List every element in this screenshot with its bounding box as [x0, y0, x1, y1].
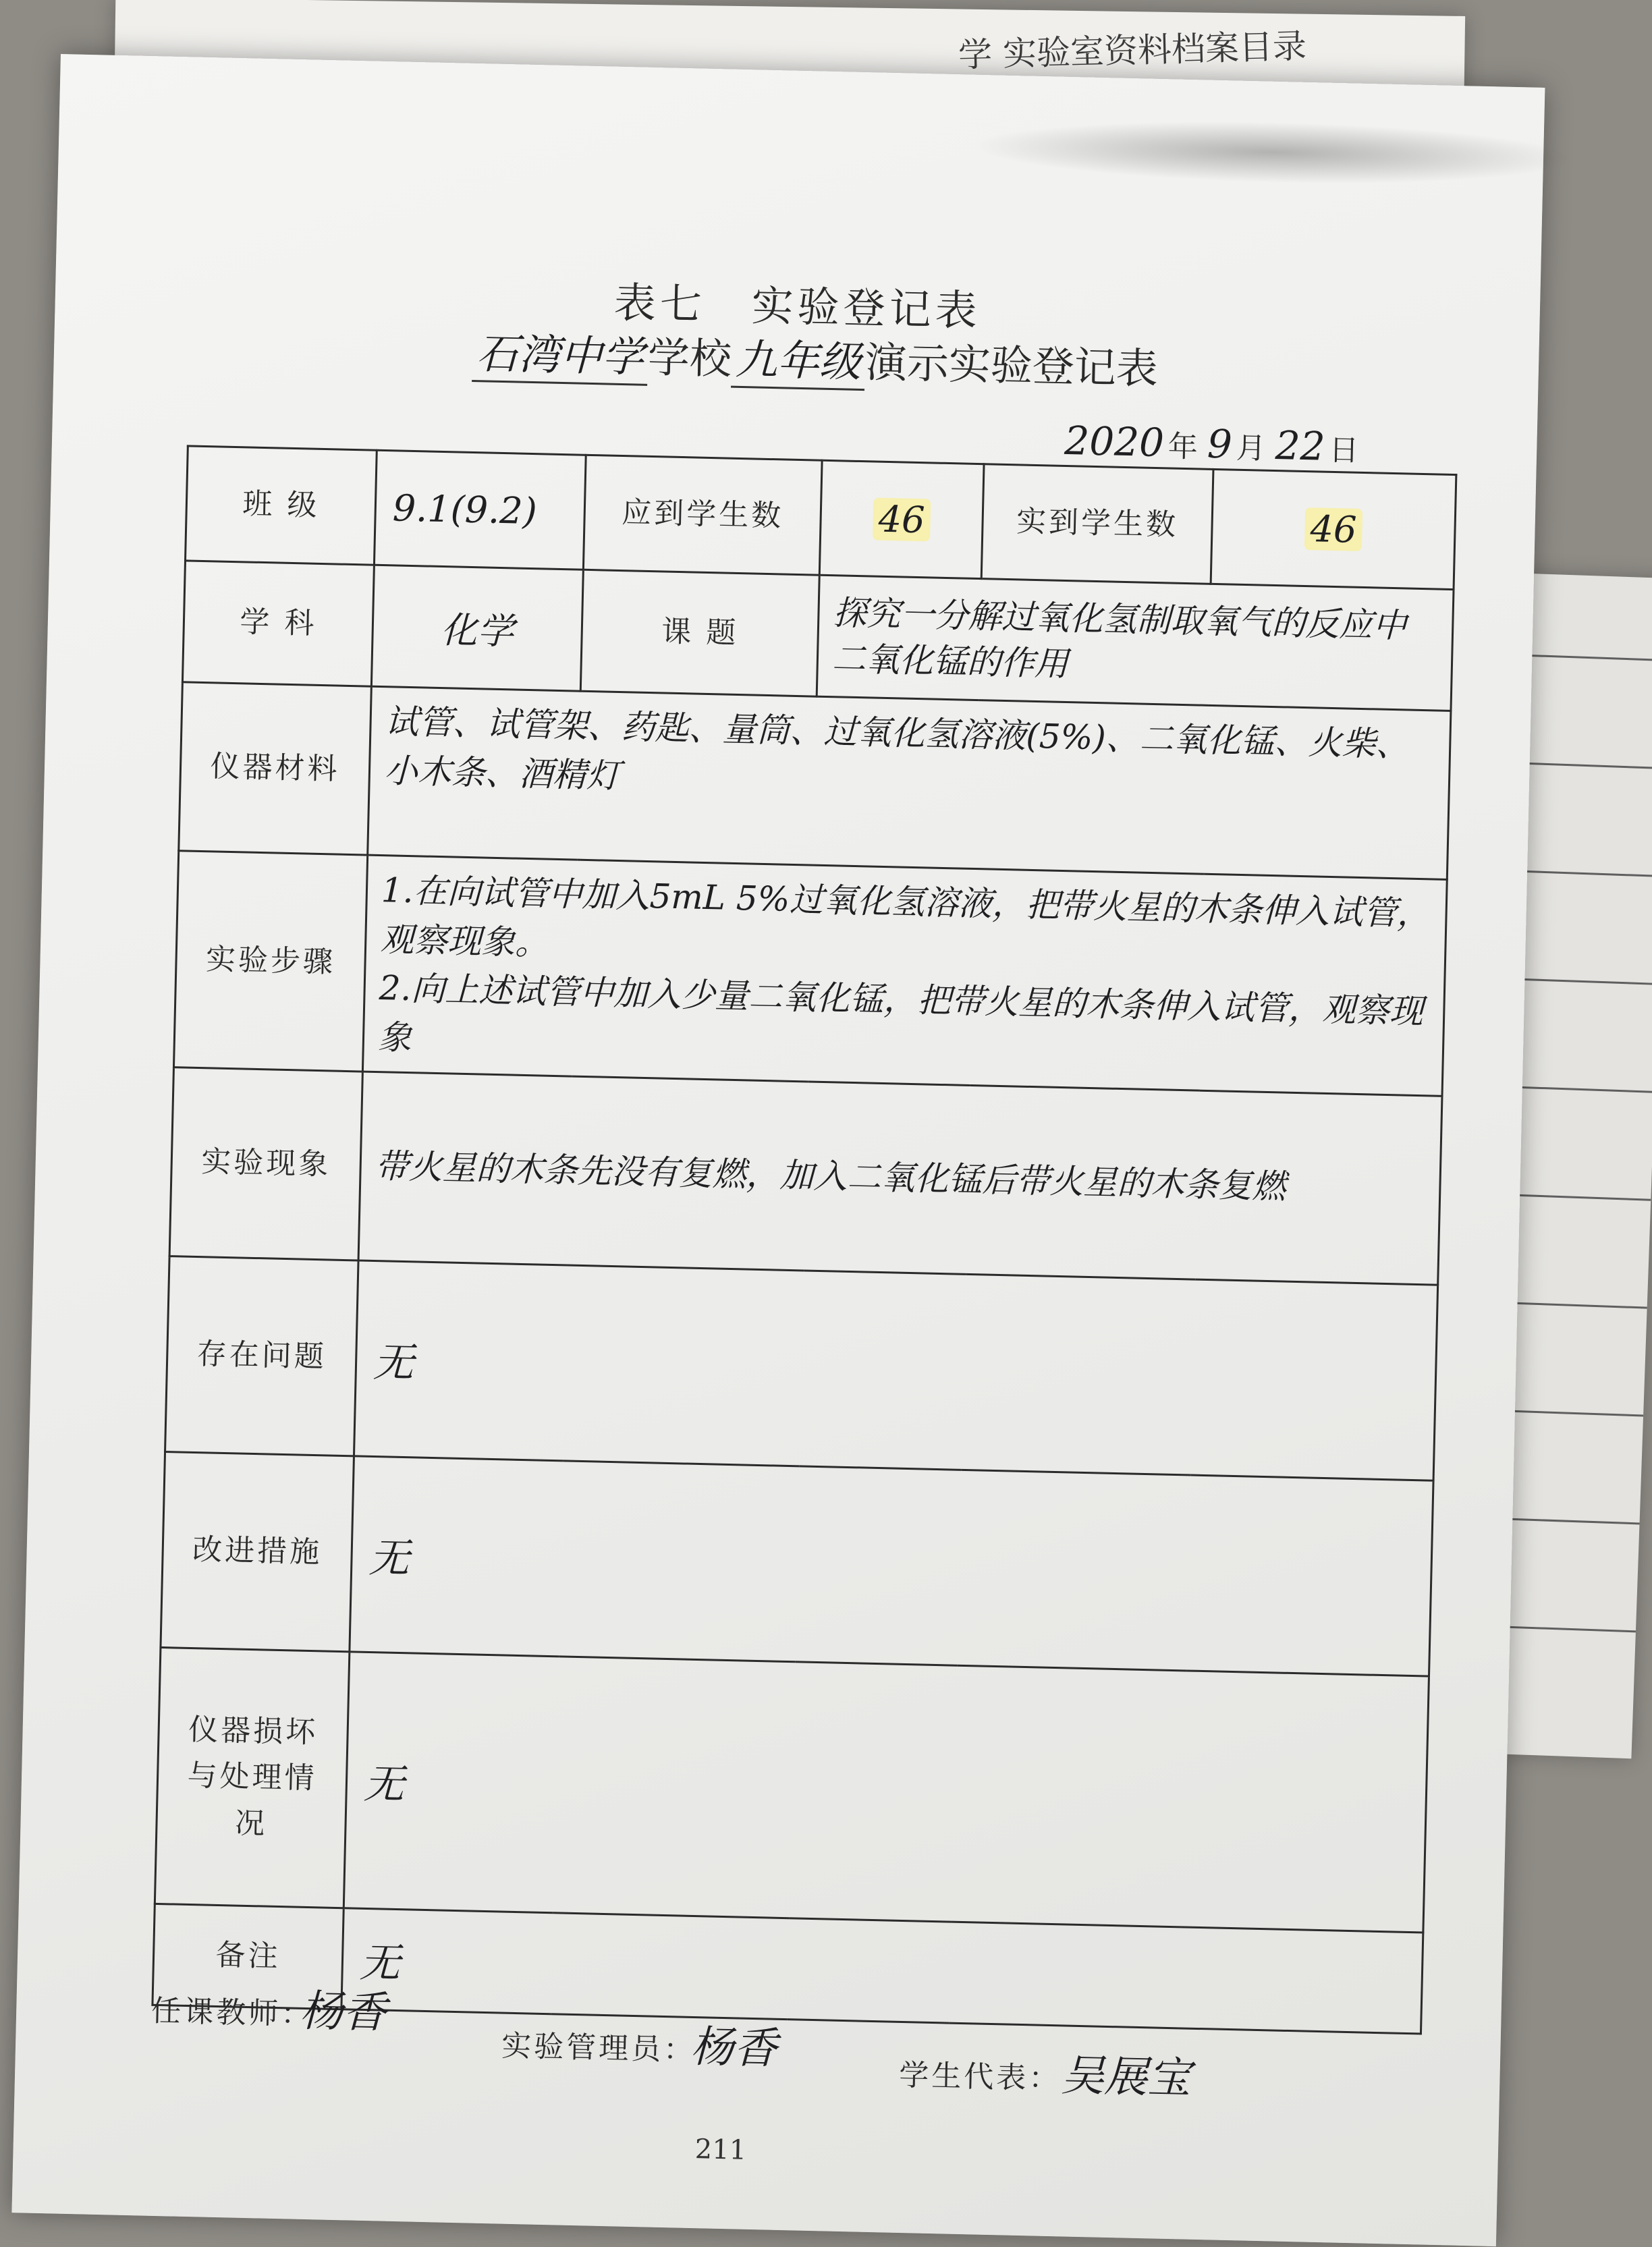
damage-value: 无 — [343, 1652, 1429, 1933]
steps-label: 实验步骤 — [173, 851, 367, 1072]
table-row — [161, 1452, 1433, 1677]
date-year: 2020 — [1064, 417, 1165, 466]
date-day-unit: 日 — [1328, 433, 1360, 468]
remarks-value: 无 — [341, 1908, 1423, 2034]
subject-label: 学 科 — [182, 561, 374, 686]
phenomenon-value: 带火星的木条先没有复燃，加入二氧化锰后带火星的木条复燃 — [358, 1072, 1442, 1285]
date-day: 22 — [1275, 422, 1326, 470]
grade-suffix: 演示实验登记表 — [864, 337, 1159, 393]
teacher-label: 任课教师： — [150, 1993, 314, 2032]
table-row — [179, 682, 1451, 880]
student-signature: 吴展宝 — [1060, 2051, 1192, 2104]
form-title: 表七 实验登记表 — [613, 277, 982, 336]
expected-students-label: 应到学生数 — [583, 455, 822, 575]
manager-signature: 杨香 — [690, 2022, 778, 2074]
remarks-label: 备注 — [153, 1904, 343, 2009]
improvements-value: 无 — [350, 1456, 1433, 1676]
problems-value: 无 — [354, 1260, 1437, 1480]
class-value: 9.1(9.2) — [374, 450, 586, 570]
step-item: 2.向上述试管中加入少量二氧化锰，把带火星的木条伸入试管，观察现象 — [377, 968, 1424, 1057]
expected-students-value: 46 — [873, 497, 931, 541]
experiment-record-table — [151, 445, 1457, 2034]
table-row — [173, 851, 1447, 1097]
materials-label: 仪器材料 — [179, 682, 372, 855]
student-label: 学生代表： — [898, 2057, 1062, 2097]
grade-name: 九年级 — [731, 326, 866, 391]
damage-label: 仪器损坏与处理情况 — [155, 1647, 350, 1908]
problems-label: 存在问题 — [165, 1256, 359, 1456]
topic-label: 课 题 — [580, 570, 819, 696]
teacher-signature: 杨香 — [299, 1986, 387, 2038]
steps-value — [362, 855, 1447, 1096]
actual-students-cell — [1211, 469, 1456, 589]
school-name: 石湾中学 — [472, 320, 649, 386]
topic-value: 探究一分解过氧化氢制取氧气的反应中二氧化锰的作用 — [817, 575, 1454, 711]
table-row — [165, 1256, 1438, 1481]
table-row — [155, 1647, 1429, 1933]
date-month: 9 — [1207, 420, 1233, 468]
actual-students-value: 46 — [1304, 507, 1362, 551]
school-suffix: 学校 — [647, 332, 732, 384]
table-row — [169, 1067, 1442, 1285]
phenomenon-label: 实验现象 — [169, 1067, 362, 1260]
record-date — [1064, 418, 1369, 470]
date-year-unit: 年 — [1167, 429, 1199, 465]
toner-smudge — [969, 115, 1578, 190]
background-sheet-title: 学 实验室资料档案目录 — [958, 26, 1307, 75]
class-label: 班 级 — [186, 446, 377, 565]
expected-students-cell — [819, 460, 984, 578]
step-item: 1.在向试管中加入5mL 5%过氧化氢溶液，把带火星的木条伸入试管，观察现象。 — [379, 870, 1431, 963]
date-month-unit: 月 — [1236, 431, 1267, 466]
manager-label: 实验管理员： — [501, 2028, 696, 2068]
subject-value: 化学 — [371, 565, 583, 691]
actual-students-label: 实到学生数 — [981, 464, 1213, 584]
registration-form-page — [11, 54, 1545, 2246]
improvements-label: 改进措施 — [161, 1452, 354, 1652]
page-number: 211 — [694, 2134, 747, 2166]
materials-value: 试管、试管架、药匙、量筒、过氧化氢溶液(5%)、二氧化锰、火柴、小木条、酒精灯 — [368, 686, 1451, 879]
